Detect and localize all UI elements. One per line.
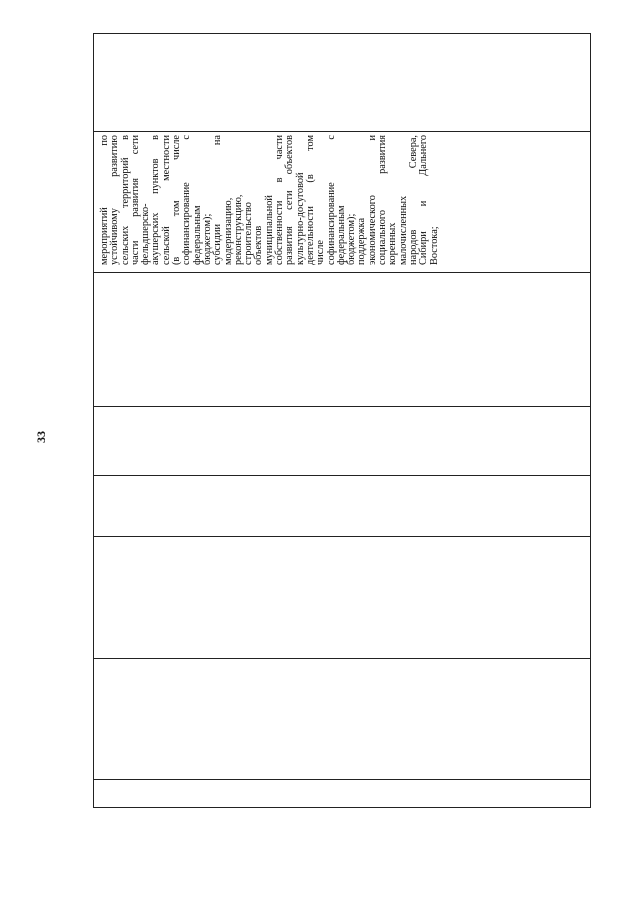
cell-word: в: [150, 135, 162, 140]
cell-word: федеральным: [191, 205, 203, 265]
cell-word: собственности: [274, 200, 286, 265]
table-cell-text: [100, 135, 508, 265]
cell-word: и: [418, 200, 430, 207]
cell-word: развитию: [109, 135, 121, 177]
cell-word: культурно-досуговой: [294, 172, 306, 265]
row-divider-2: [93, 272, 591, 273]
cell-word: субсидии: [212, 223, 224, 265]
cell-line: [419, 135, 429, 265]
cell-word: модернизацию,: [222, 197, 234, 265]
cell-word: строительство: [243, 202, 255, 265]
cell-word: в: [119, 135, 131, 140]
cell-word: фельдшерско-: [140, 203, 152, 265]
cell-word: поддержка: [356, 217, 368, 265]
cell-word: территорий: [119, 157, 131, 209]
cell-word: сельских: [119, 225, 131, 265]
row-divider-1: [93, 131, 591, 132]
cell-line: [430, 135, 440, 265]
cell-word: части: [274, 135, 286, 160]
cell-word: развития: [129, 178, 141, 217]
cell-word: малочисленных: [397, 195, 409, 265]
row-divider-4: [93, 475, 591, 476]
cell-word: федеральным: [335, 205, 347, 265]
cell-word: сети: [284, 190, 296, 210]
cell-word: софинансирование: [325, 182, 337, 265]
cell-word: по: [99, 135, 110, 146]
cell-word: мероприятий: [99, 207, 110, 265]
cell-word: объектов: [253, 225, 265, 265]
cell-word: с: [181, 135, 193, 140]
cell-word: том: [304, 135, 316, 151]
cell-word: числе: [315, 240, 327, 265]
row-divider-3: [93, 406, 591, 407]
cell-word: народов: [407, 229, 419, 265]
cell-word: развития: [284, 226, 296, 265]
cell-word: бюджетом);: [201, 213, 213, 265]
cell-word: числе: [171, 135, 183, 160]
cell-word: Севера,: [407, 135, 419, 169]
cell-word: деятельности: [304, 206, 316, 265]
cell-word: коренных: [387, 222, 399, 265]
cell-word: пунктов: [150, 158, 162, 194]
cell-word: экономического: [366, 195, 378, 265]
cell-word: софинансирование: [181, 182, 193, 265]
cell-word: (в: [304, 174, 316, 183]
cell-word: объектов: [284, 135, 296, 175]
cell-word: и: [366, 135, 378, 141]
cell-word: местности: [160, 135, 172, 181]
cell-word: развития: [377, 135, 389, 174]
cell-word: сети: [129, 135, 141, 155]
cell-word: сельской: [160, 226, 172, 265]
page-number: 33: [34, 431, 48, 443]
cell-word: с: [325, 135, 337, 140]
cell-word: муниципальной: [263, 195, 275, 265]
cell-word: акушерских: [150, 212, 162, 265]
cell-line: [316, 135, 326, 265]
cell-word: Востока;: [428, 226, 440, 265]
cell-word: части: [129, 240, 141, 265]
cell-word: Дальнего: [418, 135, 430, 176]
row-divider-7: [93, 779, 591, 780]
cell-word: в: [274, 177, 286, 183]
cell-word: бюджетом);: [346, 213, 358, 265]
cell-word: реконструкцию,: [232, 194, 244, 265]
row-divider-5: [93, 536, 591, 537]
cell-word: (в: [171, 256, 183, 265]
cell-word: том: [171, 200, 183, 217]
row-divider-6: [93, 658, 591, 659]
cell-word: социального: [377, 209, 389, 265]
cell-word: устойчивому: [109, 208, 121, 265]
cell-word: Сибири: [418, 231, 430, 265]
cell-word: на: [212, 135, 224, 146]
